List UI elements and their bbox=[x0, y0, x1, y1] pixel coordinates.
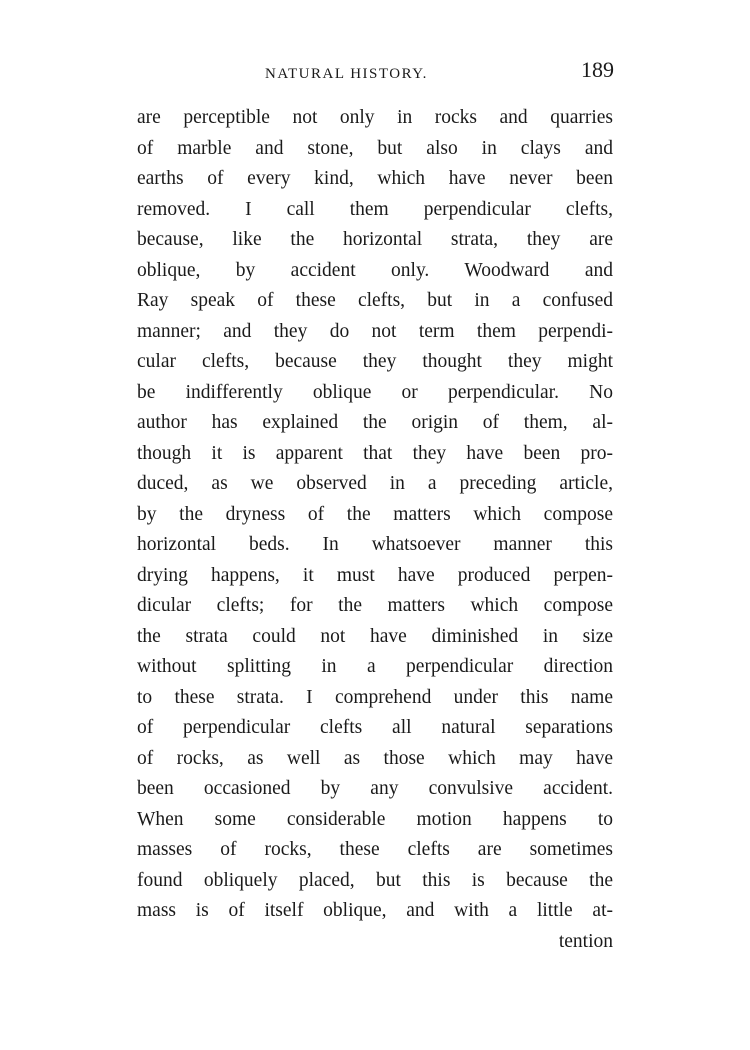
text-line: duced, as we observed in a preceding article, bbox=[137, 473, 613, 494]
text-line: mass is of itself oblique, and with a little at- bbox=[137, 900, 613, 921]
text-line: dicular clefts; for the matters which compose bbox=[137, 595, 613, 616]
text-line: author has explained the origin of them, al- bbox=[137, 412, 613, 433]
text-line: are perceptible not only in rocks and quarries bbox=[137, 107, 613, 128]
text-line: Ray speak of these clefts, but in a confused bbox=[137, 290, 613, 311]
text-line: of perpendicular clefts all natural separations bbox=[137, 717, 613, 738]
text-line: to these strata. I comprehend under this name bbox=[137, 686, 613, 708]
text-line: When some considerable motion happens to bbox=[137, 808, 613, 830]
text-line: by the dryness of the matters which compose bbox=[137, 503, 613, 525]
body-text bbox=[137, 103, 613, 957]
text-line: masses of rocks, these clefts are sometimes bbox=[137, 839, 613, 860]
running-head bbox=[130, 57, 614, 90]
text-line: though it is apparent that they have been pro- bbox=[137, 442, 613, 464]
text-line: of rocks, as well as those which may have bbox=[137, 747, 613, 769]
text-line: been occasioned by any convulsive accident. bbox=[137, 778, 613, 799]
catchword: tention bbox=[558, 930, 613, 952]
page-number: 189 bbox=[581, 57, 614, 82]
text-line: without splitting in a perpendicular direction bbox=[137, 656, 613, 677]
text-line: of marble and stone, but also in clays and bbox=[137, 137, 613, 159]
text-line: the strata could not have diminished in size bbox=[137, 625, 613, 647]
text-line: manner; and they do not term them perpendi- bbox=[137, 320, 613, 342]
text-line: oblique, by accident only. Woodward and bbox=[137, 259, 613, 281]
text-line: cular clefts, because they thought they might bbox=[137, 351, 613, 372]
text-line: be indifferently oblique or perpendicular. No bbox=[137, 381, 613, 403]
text-line: drying happens, it must have produced perpen- bbox=[137, 564, 613, 586]
text-line: removed. I call them perpendicular clefts, bbox=[137, 198, 613, 220]
running-title: NATURAL HISTORY. bbox=[265, 66, 428, 82]
text-line: found obliquely placed, but this is because the bbox=[137, 869, 613, 891]
text-line: because, like the horizontal strata, they are bbox=[137, 229, 613, 250]
text-line: earths of every kind, which have never been bbox=[137, 168, 613, 189]
text-line: horizontal beds. In whatsoever manner this bbox=[137, 534, 613, 555]
